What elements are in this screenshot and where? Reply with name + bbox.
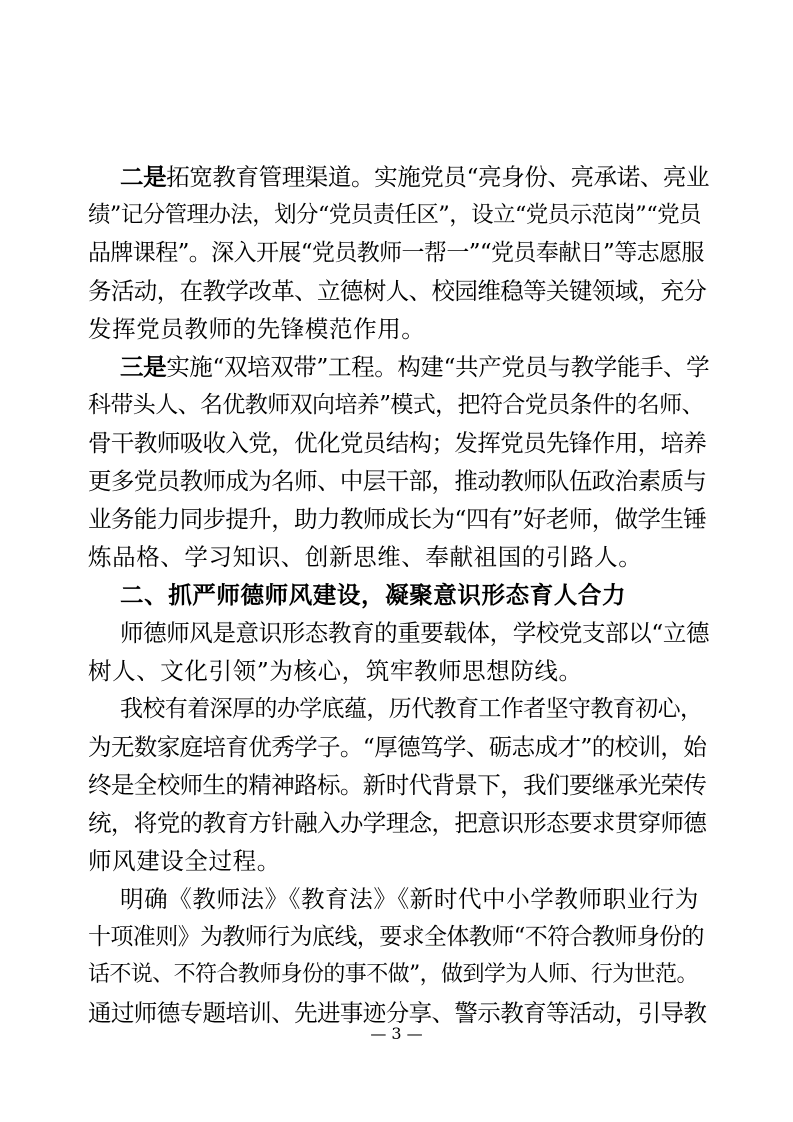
paragraph-1-line-3: 品牌课程”。深入开展“党员教师一帮一”“党员奉献日”等志愿服 bbox=[88, 240, 704, 266]
paragraph-4-line-2: 为无数家庭培育优秀学子。“厚德笃学、砺志成才”的校训，始 bbox=[88, 733, 707, 761]
paragraph-1-line-5: 发挥党员教师的先锋模范作用。 bbox=[88, 315, 426, 343]
paragraph-1-line-1: 二是拓宽教育管理渠道。实施党员“亮身份、亮承诺、亮业 bbox=[120, 163, 710, 191]
paragraph-4-line-5: 师风建设全过程。 bbox=[88, 847, 281, 875]
paragraph-2-line-5: 业务能力同步提升，助力教师成长为“四有”好老师，做学生锤 bbox=[88, 505, 707, 533]
paragraph-4-line-3: 终是全校师生的精神路标。新时代背景下，我们要继承光荣传 bbox=[88, 771, 707, 799]
section-heading: 二、抓严师德师风建设，凝聚意识形态育人合力 bbox=[120, 581, 627, 609]
paragraph-4-line-1: 我校有着深厚的办学底蕴，历代教育工作者坚守教育初心， bbox=[120, 696, 703, 722]
paragraph-5-line-1: 明确《教师法》《教育法》《新时代中小学教师职业行为 bbox=[120, 885, 699, 913]
paragraph-1-line-4: 务活动，在教学改革、立德树人、校园维稳等关键领域，充分 bbox=[88, 277, 707, 305]
paragraph-2-line-3: 骨干教师吸收入党，优化党员结构；发挥党员先锋作用，培养 bbox=[88, 429, 707, 457]
paragraph-1-line-2: 绩”记分管理办法，划分“党员责任区”，设立“党员示范岗”“党员 bbox=[88, 202, 701, 228]
paragraph-1-lead: 二是 bbox=[120, 163, 167, 191]
paragraph-2-line-4: 更多党员教师成为名师、中层干部，推动教师队伍政治素质与 bbox=[88, 467, 707, 495]
paragraph-3-line-1: 师德师风是意识形态教育的重要载体，学校党支部以“立德 bbox=[120, 619, 710, 647]
paragraph-2-line-2: 科带头人、名优教师双向培养”模式，把符合党员条件的名师、 bbox=[88, 392, 704, 418]
paragraph-5-line-2: 十项准则》为教师行为底线，要求全体教师“不符合教师身份的 bbox=[88, 924, 704, 950]
paragraph-2-line-6: 炼品格、学习知识、创新思维、奉献祖国的引路人。 bbox=[88, 543, 643, 571]
paragraph-2-line-1: 三是实施“双培双带”工程。构建“共产党员与教学能手、学 bbox=[120, 353, 710, 381]
paragraph-3-line-2: 树人、文化引领”为核心，筑牢教师思想防线。 bbox=[88, 657, 583, 685]
paragraph-5-line-4: 通过师德专题培训、先进事迹分享、警示教育等活动，引导教 bbox=[88, 999, 707, 1027]
page-number: — 3 — bbox=[370, 1024, 423, 1043]
paragraph-2-lead: 三是 bbox=[120, 353, 167, 381]
paragraph-4-line-4: 统，将党的教育方针融入办学理念，把意识形态要求贯穿师德 bbox=[88, 809, 707, 837]
paragraph-5-line-3: 话不说、不符合教师身份的事不做”，做到学为人师、行为世范。 bbox=[88, 962, 698, 987]
